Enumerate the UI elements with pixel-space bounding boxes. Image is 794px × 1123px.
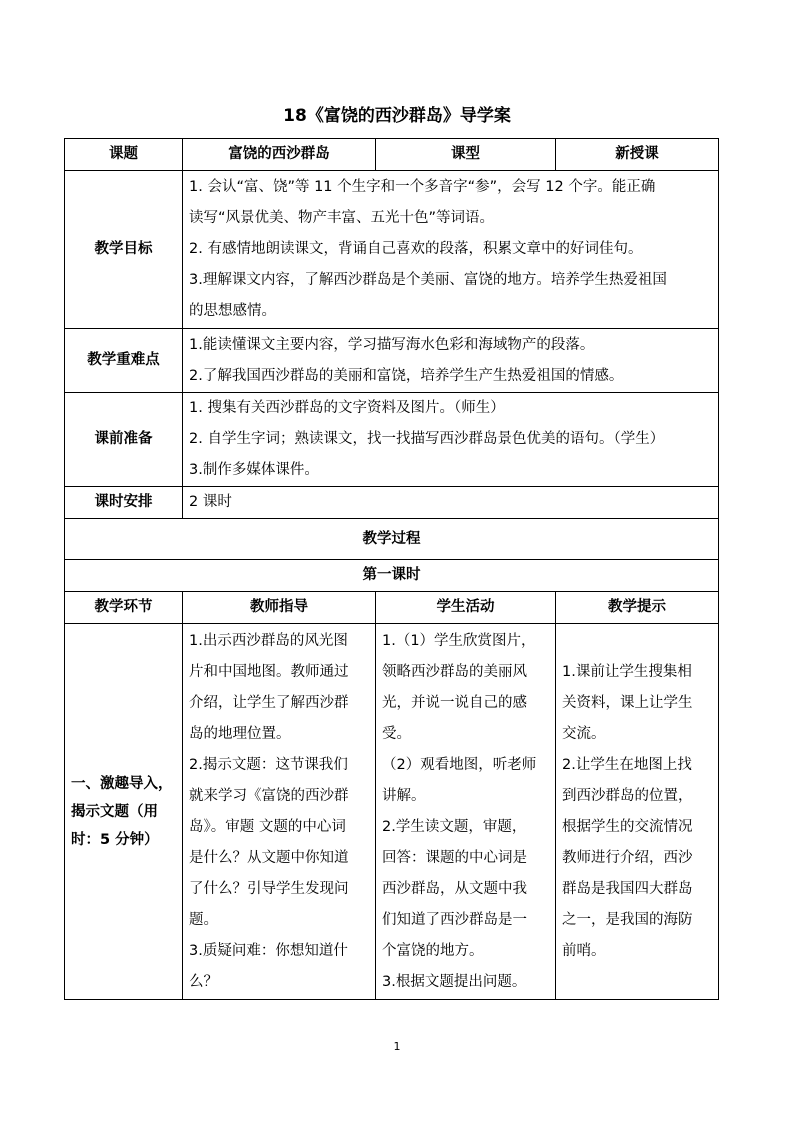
key-points-line: 2.了解我国西沙群岛的美丽和富饶，培养学生产生热爱祖国的情感。: [189, 367, 624, 384]
tips-line: 到西沙群岛的位置，: [562, 787, 693, 804]
schedule-row: [65, 487, 719, 519]
type-label: 课型: [376, 139, 556, 171]
preparation-label: 课前准备: [65, 393, 183, 487]
student-line: 个富饶的地方。: [382, 942, 484, 959]
tips-line: 1.课前让学生搜集相: [562, 663, 692, 680]
goals-label: 教学目标: [65, 171, 183, 329]
document-title: 18《富饶的西沙群岛》导学案: [283, 106, 511, 126]
goals-line: 1. 会认“富、饶”等 11 个生字和一个多音字“参”，会写 12 个字。能正确: [189, 179, 656, 195]
teacher-line: 了什么？引导学生发现问: [189, 880, 349, 897]
teaching-tips-cell: [556, 624, 719, 1000]
column-header-row: [65, 592, 719, 624]
topic-value: 富饶的西沙群岛: [183, 139, 376, 171]
goals-line: 读写“风景优美、物产丰富、五光十色”等词语。: [189, 210, 495, 226]
teacher-line: 岛》。审题 文题的中心词: [189, 818, 346, 835]
student-line: 讲解。: [382, 787, 426, 804]
preparation-content: [183, 393, 719, 487]
teacher-line: 是什么？从文题中你知道: [189, 849, 349, 866]
tips-line: 之一，是我国的海防: [562, 911, 693, 928]
student-line: 回答：课题的中心词是: [382, 849, 527, 866]
tips-line: 交流。: [562, 725, 606, 742]
student-activity-cell: [376, 624, 556, 1000]
student-line: 西沙群岛，从文题中我: [382, 880, 527, 897]
type-value: 新授课: [556, 139, 719, 171]
teacher-line: 就来学习《富饶的西沙群: [189, 787, 349, 804]
student-line: 3.根据文题提出问题。: [382, 973, 527, 990]
lesson-title-row: [65, 560, 719, 592]
key-points-row: [65, 329, 719, 393]
preparation-line: 1. 搜集有关西沙群岛的文字资料及图片。（师生）: [189, 400, 505, 416]
tips-line: 群岛是我国四大群岛: [562, 880, 693, 897]
col-teacher-header: 教师指导: [183, 592, 376, 624]
teacher-line: 1.出示西沙群岛的风光图: [189, 632, 348, 649]
key-points-label: 教学重难点: [65, 329, 183, 393]
student-line: 受。: [382, 725, 411, 742]
teacher-line: 题。: [189, 911, 218, 928]
student-line: 们知道了西沙群岛是一: [382, 911, 527, 928]
goals-content: [183, 171, 719, 329]
lesson-plan-table: [64, 138, 719, 1000]
stage-line: 一、激趣导入，: [71, 775, 173, 792]
tips-line: 关资料，课上让学生: [562, 694, 693, 711]
goals-row: [65, 171, 719, 329]
page-number: 1: [393, 1040, 401, 1053]
key-points-line: 1.能读懂课文主要内容，学习描写海水色彩和海域物产的段落。: [189, 336, 595, 353]
col-tips-header: 教学提示: [556, 592, 719, 624]
goals-line: 的思想感情。: [189, 303, 276, 319]
stage-line: 时：5 分钟）: [71, 831, 159, 848]
lesson-title: 第一课时: [65, 560, 719, 592]
stage-line: 揭示文题（用: [71, 803, 158, 820]
teacher-line: 片和中国地图。教师通过: [189, 663, 349, 680]
schedule-label: 课时安排: [65, 487, 183, 519]
header-row: [65, 139, 719, 171]
tips-line: 教师进行介绍，西沙: [562, 849, 693, 866]
key-points-content: [183, 329, 719, 393]
goals-line: 3.理解课文内容，了解西沙群岛是个美丽、富饶的地方。培养学生热爱祖国: [189, 272, 667, 288]
student-line: （2）观看地图，听老师: [382, 756, 537, 773]
tips-line: 根据学生的交流情况: [562, 818, 693, 835]
process-title-row: [65, 519, 719, 560]
teacher-line: 么？: [189, 973, 218, 990]
preparation-row: [65, 393, 719, 487]
goals-line: 2. 有感情地朗读课文，背诵自己喜欢的段落，积累文章中的好词佳句。: [189, 241, 643, 257]
preparation-line: 3.制作多媒体课件。: [189, 462, 319, 478]
teacher-line: 3.质疑问难：你想知道什: [189, 942, 348, 959]
stage-cell: [65, 624, 183, 1000]
teacher-line: 介绍，让学生了解西沙群: [189, 694, 349, 711]
teacher-line: 岛的地理位置。: [189, 725, 291, 742]
tips-line: 前哨。: [562, 942, 606, 959]
schedule-value: 2 课时: [183, 487, 719, 519]
student-line: 领略西沙群岛的美丽风: [382, 663, 527, 680]
stage-row: [65, 624, 719, 1000]
col-student-header: 学生活动: [376, 592, 556, 624]
preparation-line: 2. 自学生字词；熟读课文，找一找描写西沙群岛景色优美的语句。（学生）: [189, 431, 665, 447]
col-stage-header: 教学环节: [65, 592, 183, 624]
tips-line: 2.让学生在地图上找: [562, 756, 692, 773]
student-line: 1.（1）学生欣赏图片，: [382, 632, 536, 649]
teacher-line: 2.揭示文题：这节课我们: [189, 756, 348, 773]
topic-label: 课题: [65, 139, 183, 171]
student-line: 2.学生读文题，审题，: [382, 818, 527, 835]
process-title: 教学过程: [65, 519, 719, 560]
teacher-guidance-cell: [183, 624, 376, 1000]
student-line: 光，并说一说自己的感: [382, 694, 527, 711]
